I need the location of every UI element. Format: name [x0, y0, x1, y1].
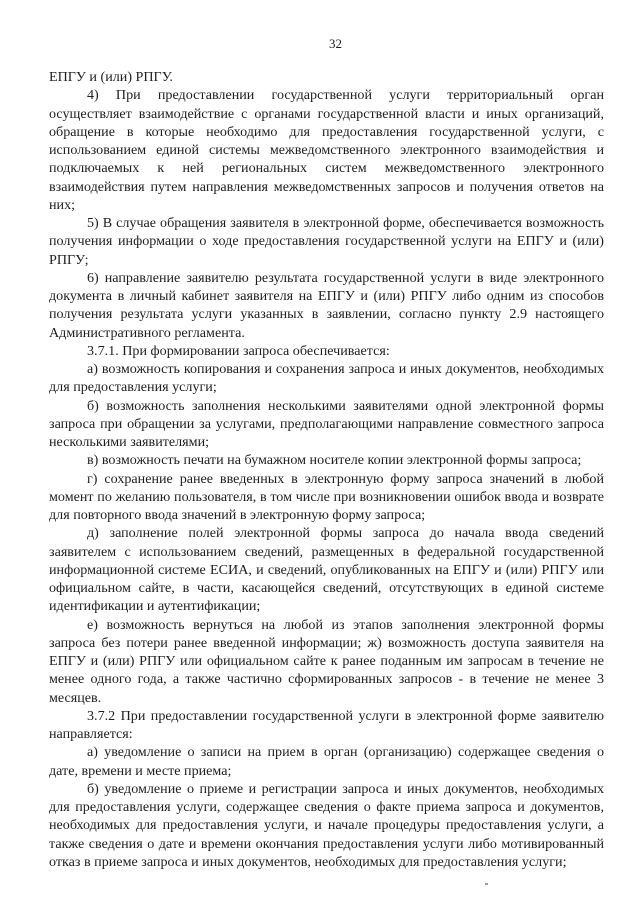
paragraph-item-5: 5) В случае обращения заявителя в электронной форме, обеспечивается возможность получения информации о ходе предоставления государственной услуги на ЕПГУ и (или) РПГУ;	[49, 215, 604, 268]
paragraph-item-b: б) возможность заполнения несколькими заявителями одной электронной формы запроса при обращении за услугами, предполагающими направление совместного запроса несколькими заявителями;	[49, 397, 604, 450]
paragraph-item-4: 4) При предоставлении государственной услуги территориальный орган осуществляет взаимодействие с органами государственной власти и иных организаций, обращение в которые необходимо для предоставления государственной услуги, с использованием единой системы межведомственного электронного взаимодействия и подключаемых к ней региональных систем межведомственного электронного взаимодействия путем направления межведомственных запросов и получения ответов на них;	[49, 87, 604, 213]
paragraph-item-d: д) заполнение полей электронной формы запроса до начала ввода сведений заявителем с использованием сведений, размещенных в федеральной государственной информационной системе ЕСИА, и сведений, опубликованных на ЕПГУ и (или) РПГУ или официальном сайте, в части, касающейся сведений, отсутствующих в единой системе идентификации и аутентификации;	[49, 525, 604, 615]
scan-artifact	[485, 883, 488, 885]
paragraph-continuation: ЕПГУ и (или) РПГУ.	[49, 69, 173, 85]
paragraph-notice-a: а) уведомление о записи на прием в орган (организацию) содержащее сведения о дате, времени и месте приема;	[49, 744, 604, 779]
paragraph-item-e-zh: е) возможность вернуться на любой из этапов заполнения электронной формы запроса без потери ранее введенной информации; ж) возможность доступа заявителя на ЕПГУ и (или) РПГУ или официальном сайте к ранее поданным им запросам в течение не менее одного года, а также частично сформированных запросов - в течение не менее 3 месяцев.	[49, 616, 604, 706]
paragraph-item-v: в) возможность печати на бумажном носителе копии электронной формы запроса;	[87, 452, 582, 469]
paragraph-notice-b: б) уведомление о приеме и регистрации запроса и иных документов, необходимых для предоставления услуги, содержащее сведения о факте приема запроса и документов, необходимых для предоставления услуги, и начале процедуры предоставления услуги, а также сведения о дате и времени окончания предоставления услуги либо мотивированный отказ в приеме запроса и иных документов, необходимых для предоставления услуги;	[49, 780, 604, 870]
section-heading-3-7-1: 3.7.1. При формировании запроса обеспечивается:	[87, 342, 390, 359]
section-heading-3-7-2: 3.7.2 При предоставлении государственной услуги в электронной форме заявителю направляется:	[49, 707, 604, 742]
paragraph-item-6: 6) направление заявителю результата государственной услуги в виде электронного документа в личный кабинет заявителя на ЕПГУ и (или) РПГУ либо одним из способов получения результата услуги указанных в заявлении, согласно пункту 2.9 настоящего Административного регламента.	[49, 269, 604, 341]
page-number: 32	[329, 36, 342, 51]
paragraph-item-a: а) возможность копирования и сохранения запроса и иных документов, необходимых для предоставления услуги;	[49, 361, 604, 396]
document-body	[49, 68, 604, 871]
paragraph-item-g: г) сохранение ранее введенных в электронную форму запроса значений в любой момент по желанию пользователя, в том числе при возникновении ошибок ввода и возврате для повторного ввода значений в электронную форму запроса;	[49, 470, 604, 523]
